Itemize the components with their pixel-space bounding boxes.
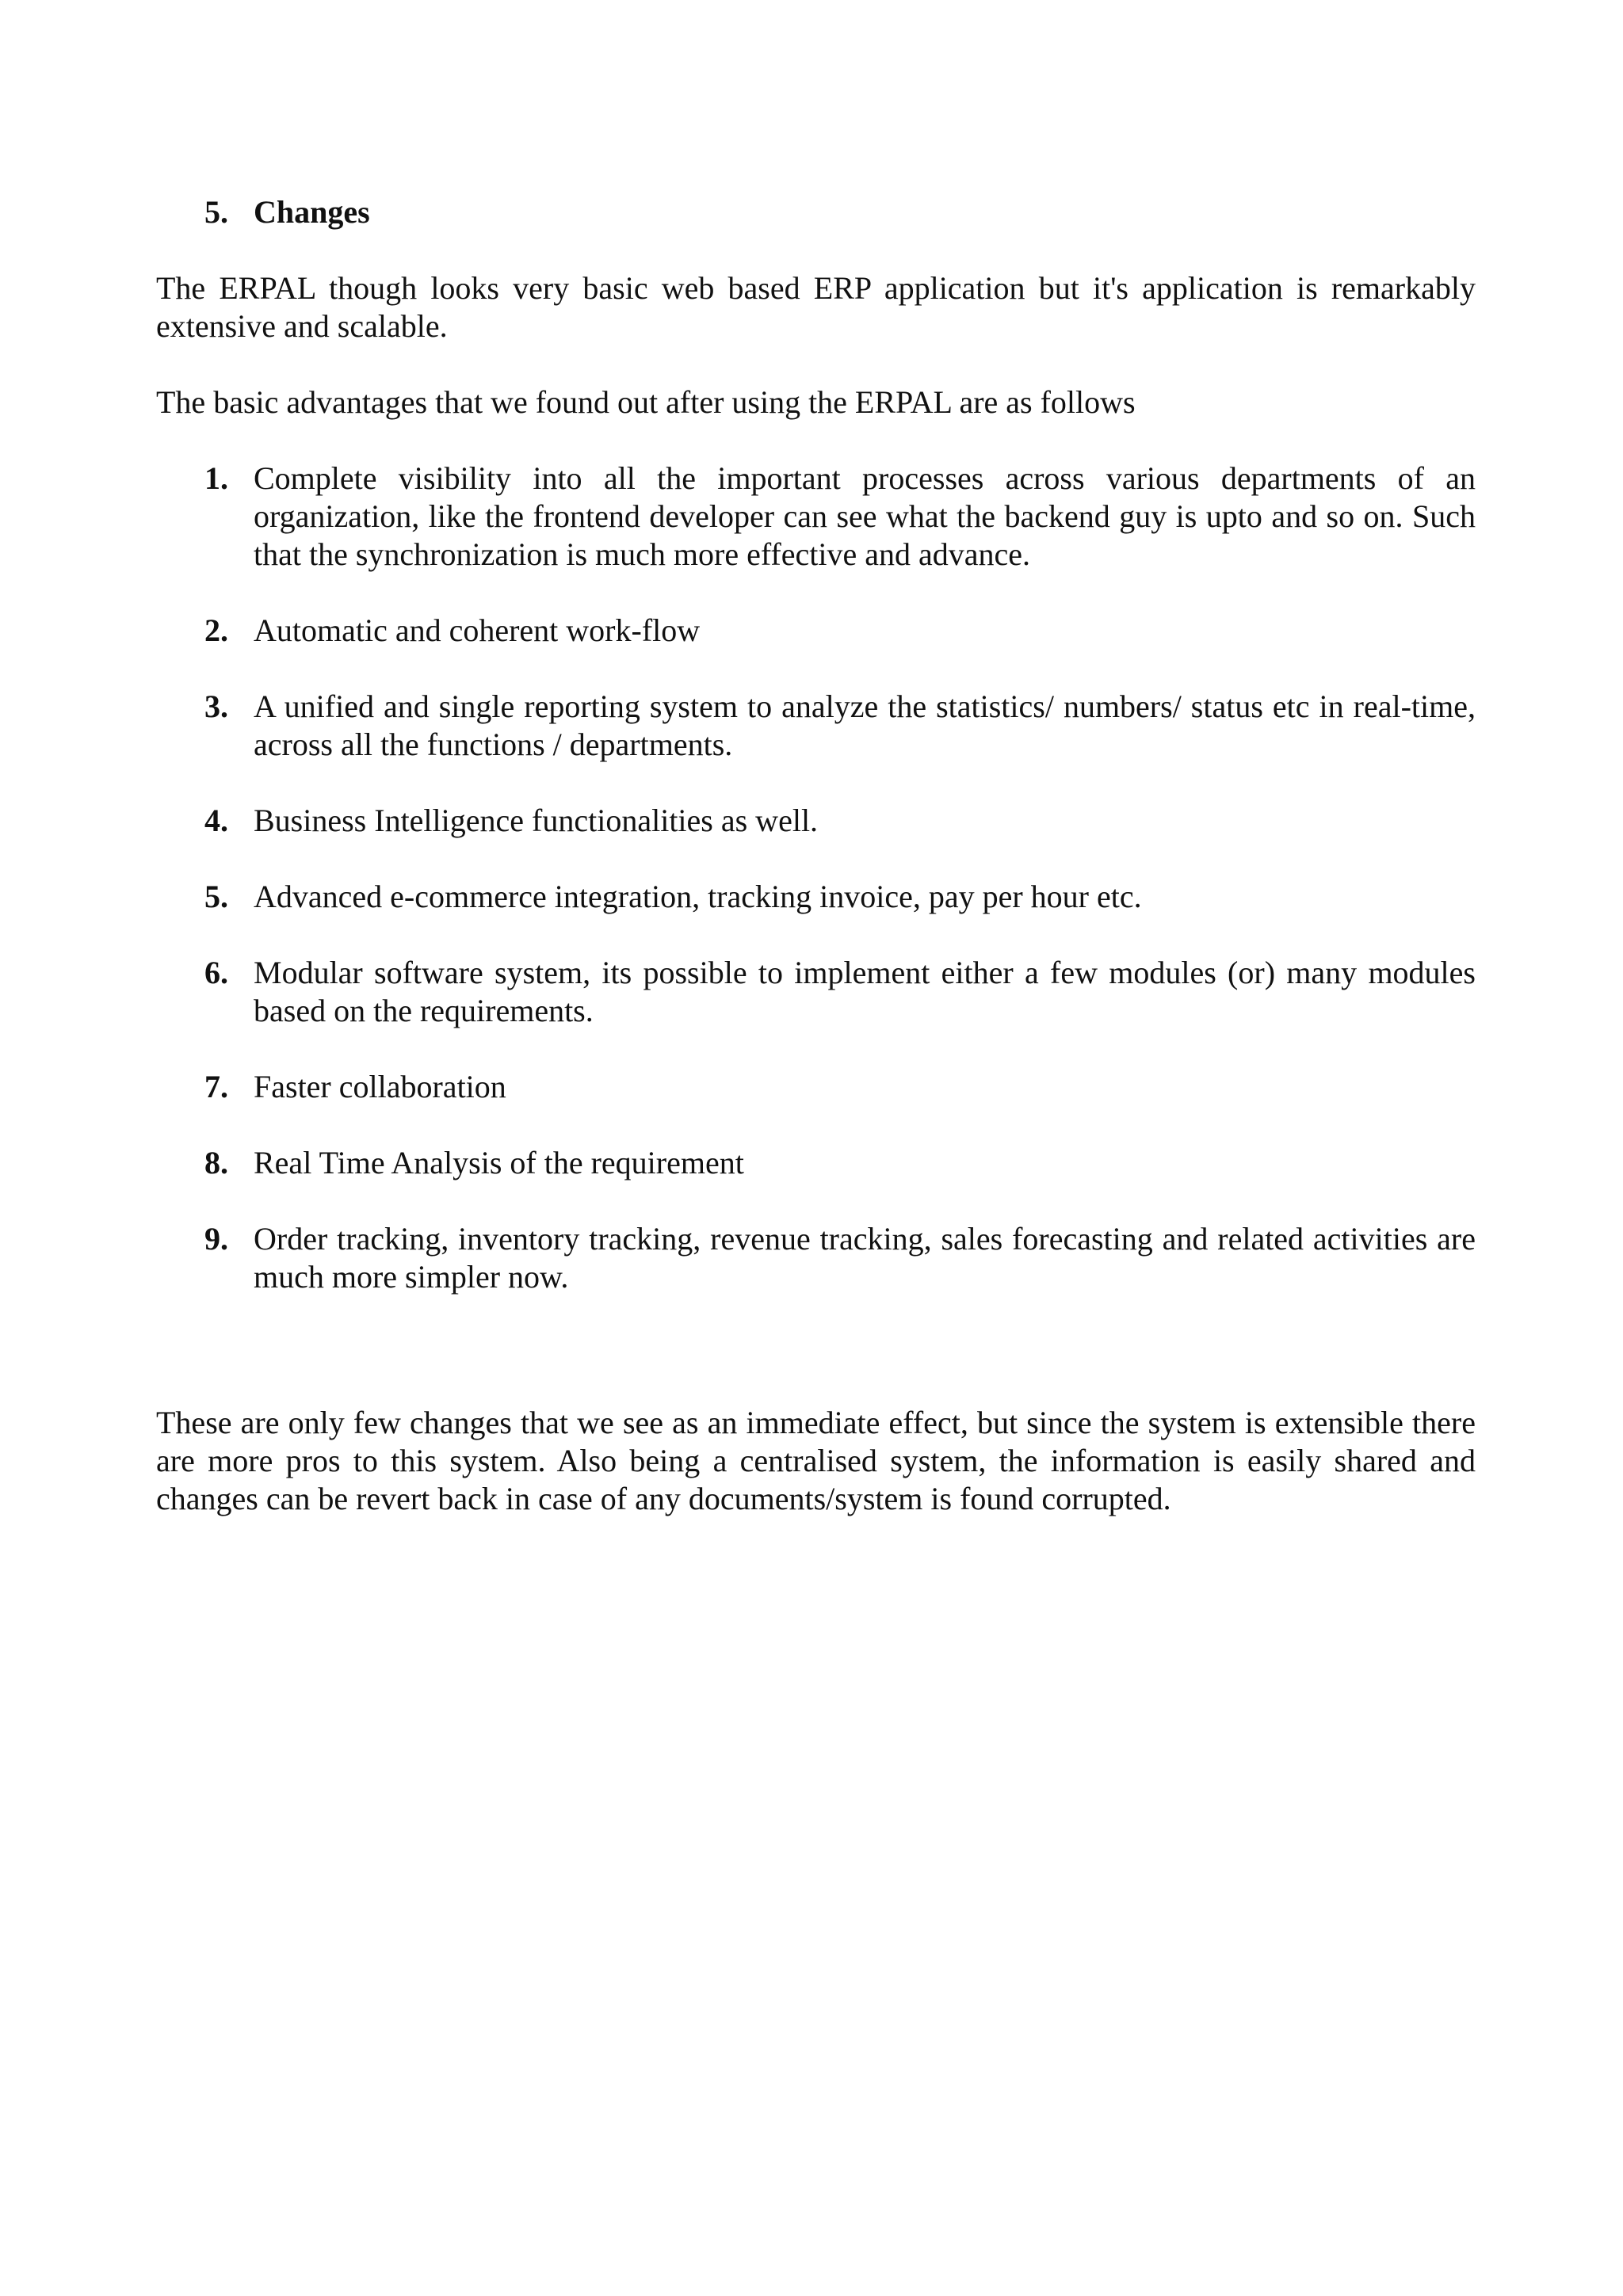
- list-item-number: 9.: [204, 1221, 228, 1257]
- list-item-text: Automatic and coherent work-flow: [254, 612, 701, 648]
- list-item-text: Modular software system, its possible to implement either a few modules (or) many modules based on the requirements.: [254, 955, 1476, 1028]
- intro-paragraph: The ERPAL though looks very basic web based ERP application but it's application is remarkably extensive and scalable.: [156, 270, 1476, 344]
- section-heading: [204, 193, 370, 231]
- advantages-list: [204, 460, 1476, 1334]
- list-item: [204, 802, 1476, 840]
- list-item: [204, 688, 1476, 764]
- list-item: [204, 1068, 1476, 1106]
- list-item-text: Business Intelligence functionalities as well.: [254, 803, 819, 838]
- list-item: [204, 1220, 1476, 1296]
- list-item-number: 4.: [204, 803, 228, 838]
- list-item-number: 1.: [204, 460, 228, 496]
- closing-paragraph: These are only few changes that we see as an immediate effect, but since the system is extensible there are more pros to this system. Also being a centralised system, the information is easily shared and changes can be revert back in case of any documents/system is found corrupted.: [156, 1405, 1476, 1516]
- advantages-lead-paragraph: The basic advantages that we found out after using the ERPAL are as follows: [156, 384, 1136, 420]
- list-item-number: 7.: [204, 1069, 228, 1104]
- section-number: 5.: [204, 194, 228, 230]
- list-item: [204, 460, 1476, 574]
- list-item-number: 6.: [204, 955, 228, 990]
- list-item: [204, 954, 1476, 1030]
- list-item-text: Real Time Analysis of the requirement: [254, 1145, 744, 1180]
- list-item-number: 2.: [204, 612, 228, 648]
- list-item: [204, 878, 1476, 916]
- list-item: [204, 612, 1476, 650]
- list-item-text: A unified and single reporting system to analyze the statistics/ numbers/ status etc in real-time, across all the functions / departments.: [254, 688, 1476, 762]
- list-item-text: Order tracking, inventory tracking, revenue tracking, sales forecasting and related activities are much more simpler now.: [254, 1221, 1476, 1295]
- list-item-text: Complete visibility into all the important processes across various departments of an organization, like the frontend developer can see what the backend guy is upto and so on. Such that the synchronization is much more effective and advance.: [254, 460, 1476, 572]
- list-item-number: 3.: [204, 688, 228, 724]
- list-item: [204, 1144, 1476, 1182]
- list-item-number: 5.: [204, 879, 228, 914]
- list-item-text: Faster collaboration: [254, 1069, 506, 1104]
- list-item-text: Advanced e-commerce integration, tracking invoice, pay per hour etc.: [254, 879, 1142, 914]
- section-title: Changes: [254, 194, 370, 230]
- list-item-number: 8.: [204, 1145, 228, 1180]
